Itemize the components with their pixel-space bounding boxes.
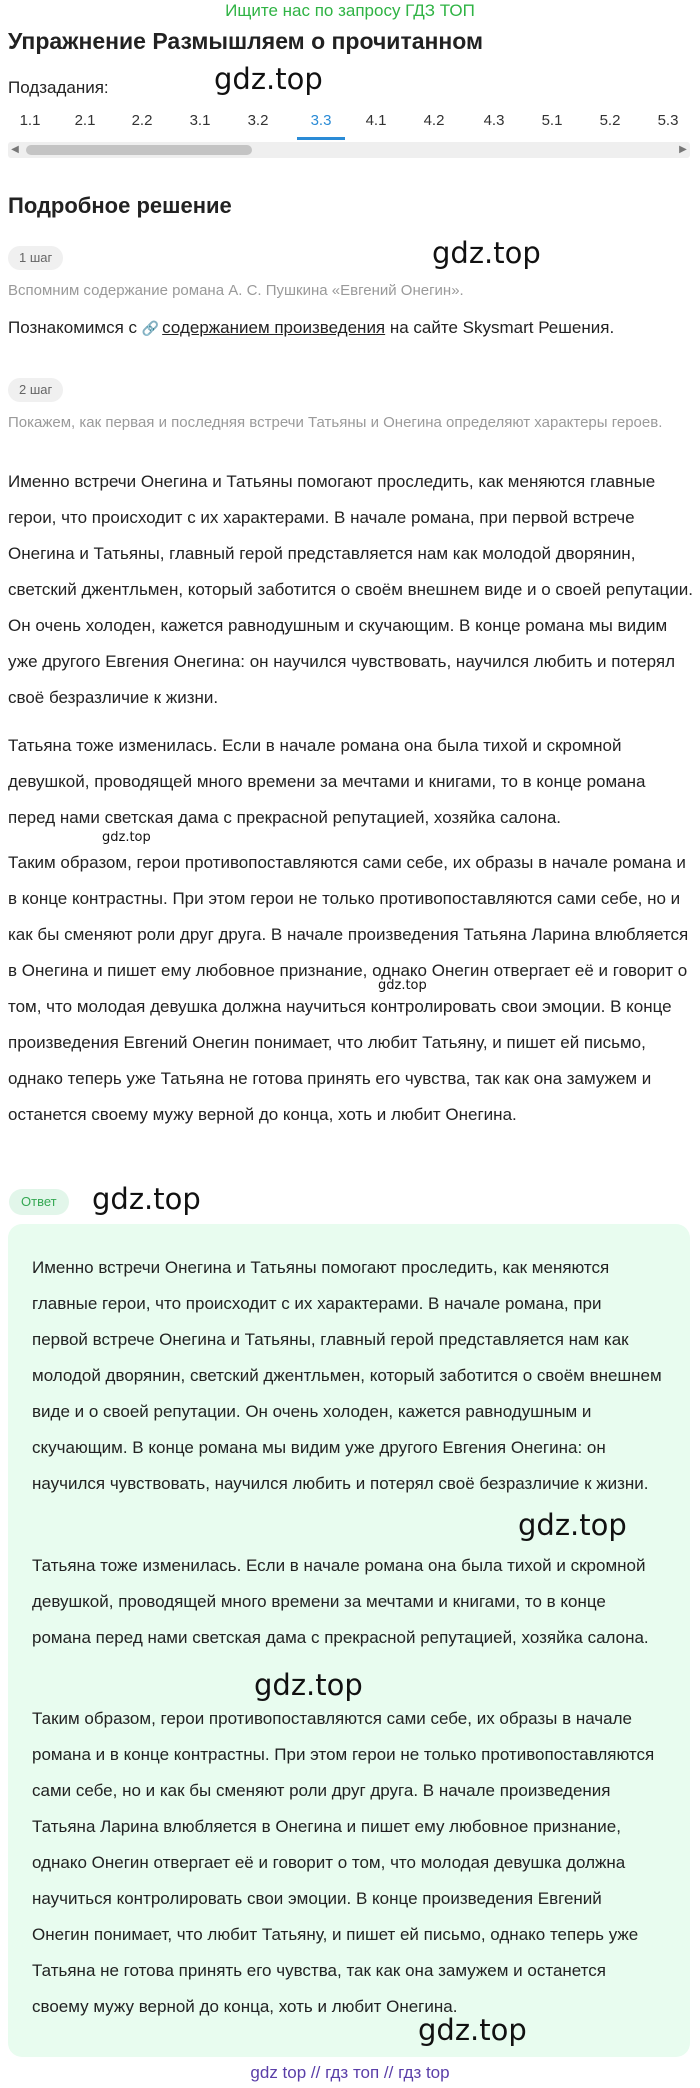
- answer-badge: Ответ: [9, 1189, 69, 1215]
- tabs-scrollbar[interactable]: [8, 142, 690, 158]
- tab-3-1[interactable]: 3.1: [189, 112, 211, 129]
- step-1-badge: 1 шаг: [8, 246, 63, 270]
- step-2-paragraph: Именно встречи Онегина и Татьяны помогают проследить, как меняются главные герои, что происходит с их характерами. В начале романа, при первой встрече Онегина и Татьяны, главный герой представляется нам как молодой дворянин, светский джентльмен, который заботится о своём внешнем виде и о своей репутации. Он очень холоден, кажется равнодушным и скучающим. В конце романа мы видим уже другого Евгения Онегина: он научился чувствовать, научился любить и потерял своё безразличие к жизни.: [8, 472, 694, 707]
- content-link[interactable]: содержанием произведения: [162, 318, 386, 337]
- answer-paragraph: Именно встречи Онегина и Татьяны помогают проследить, как меняются главные герои, что происходит с их характерами. В начале романа, при первой встрече Онегина и Татьяны, главный герой представляется нам как молодой дворянин, светский джентльмен, который заботится о своём внешнем виде и о своей репутации. Он очень холоден, кажется равнодушным и скучающим. В конце романа мы видим уже другого Евгения Онегина: он научился чувствовать, научился любить и потерял своё безразличие к жизни.: [32, 1258, 662, 1493]
- tab-5-3[interactable]: 5.3: [657, 112, 679, 129]
- tab-5-1[interactable]: 5.1: [541, 112, 563, 129]
- watermark: gdz.top: [214, 62, 323, 96]
- subtasks-label: Подзадания:: [8, 78, 109, 97]
- step-2-paragraph: Таким образом, герои противопоставляются сами себе, их образы в начале романа и в конце контрастны. При этом герои не только противопоставляются сами себе, но и как бы сменяют роли друг друга. В начале произведения Татьяна Ларина влюбляется в Онегина и пишет ему любовное признание, однако Онегин отвергает её и говорит о том, что молодая девушка должна научиться контролировать свои эмоции. В конце произведения Евгений Онегин понимает, что любит Татьяну, и пишет ей письмо, однако теперь уже Татьяна не готова принять его чувства, так как она замужем и останется своему мужу верной до конца, хоть и любит Онегина.: [8, 853, 689, 1124]
- tab-3-2[interactable]: 3.2: [247, 112, 269, 129]
- tab-3-3[interactable]: 3.3: [297, 106, 345, 140]
- intro-text: [8, 316, 692, 340]
- watermark: gdz.top: [92, 1182, 201, 1216]
- scroll-left-arrow-icon[interactable]: ◀: [11, 144, 19, 155]
- intro-after: на сайте Skysmart Решения.: [385, 318, 615, 337]
- link-icon: 🔗: [141, 320, 160, 336]
- page-title: Упражнение Размышляем о прочитанном: [8, 28, 484, 54]
- search-hint-banner: Ищите нас по запросу ГДЗ ТОП: [225, 1, 475, 20]
- watermark: gdz.top: [432, 236, 541, 270]
- step-2-note: Покажем, как первая и последняя встречи Татьяны и Онегина определяют характеры героев.: [8, 414, 663, 431]
- tab-4-3[interactable]: 4.3: [483, 112, 505, 129]
- tab-2-2[interactable]: 2.2: [131, 112, 153, 129]
- watermark: gdz.top: [102, 830, 151, 845]
- solution-title: Подробное решение: [8, 193, 232, 218]
- tab-4-1[interactable]: 4.1: [365, 112, 387, 129]
- answer-paragraph: Татьяна тоже изменилась. Если в начале романа она была тихой и скромной девушкой, проводящей много времени за мечтами и книгами, то в конце романа перед нами светская дама с прекрасной репутацией, хозяйка салона.: [32, 1556, 649, 1647]
- step-2-badge: 2 шаг: [8, 378, 63, 402]
- watermark: gdz.top: [254, 1668, 363, 1702]
- subtask-tabs: [0, 106, 700, 140]
- tab-2-1[interactable]: 2.1: [74, 112, 96, 129]
- tab-1-1[interactable]: 1.1: [19, 112, 41, 129]
- step-1-note: Вспомним содержание романа А. С. Пушкина «Евгений Онегин».: [8, 282, 464, 299]
- tab-4-2[interactable]: 4.2: [423, 112, 445, 129]
- watermark: gdz.top: [378, 978, 427, 993]
- footer-links[interactable]: gdz top // гдз топ // гдз top: [250, 2063, 450, 2082]
- watermark: gdz.top: [518, 1508, 627, 1542]
- scrollbar-thumb[interactable]: [26, 145, 252, 155]
- tab-5-2[interactable]: 5.2: [599, 112, 621, 129]
- answer-paragraph: Таким образом, герои противопоставляются сами себе, их образы в начале романа и в конце контрастны. При этом герои не только противопоставляются сами себе, но и как бы сменяют роли друг друга. В начале произведения Татьяна Ларина влюбляется в Онегина и пишет ему любовное признание, однако Онегин отвергает её и говорит о том, что молодая девушка должна научиться контролировать свои эмоции. В конце произведения Евгений Онегин понимает, что любит Татьяну, и пишет ей письмо, однако теперь уже Татьяна не готова принять его чувства, так как она замужем и останется своему мужу верной до конца, хоть и любит Онегина.: [32, 1709, 655, 2016]
- scroll-right-arrow-icon[interactable]: ▶: [679, 144, 687, 155]
- watermark: gdz.top: [418, 2013, 527, 2047]
- step-2-paragraph: Татьяна тоже изменилась. Если в начале романа она была тихой и скромной девушкой, проводящей много времени за мечтами и книгами, то в конце романа перед нами светская дама с прекрасной репутацией, хозяйка салона.: [8, 736, 646, 827]
- intro-before: Познакомимся с: [8, 318, 142, 337]
